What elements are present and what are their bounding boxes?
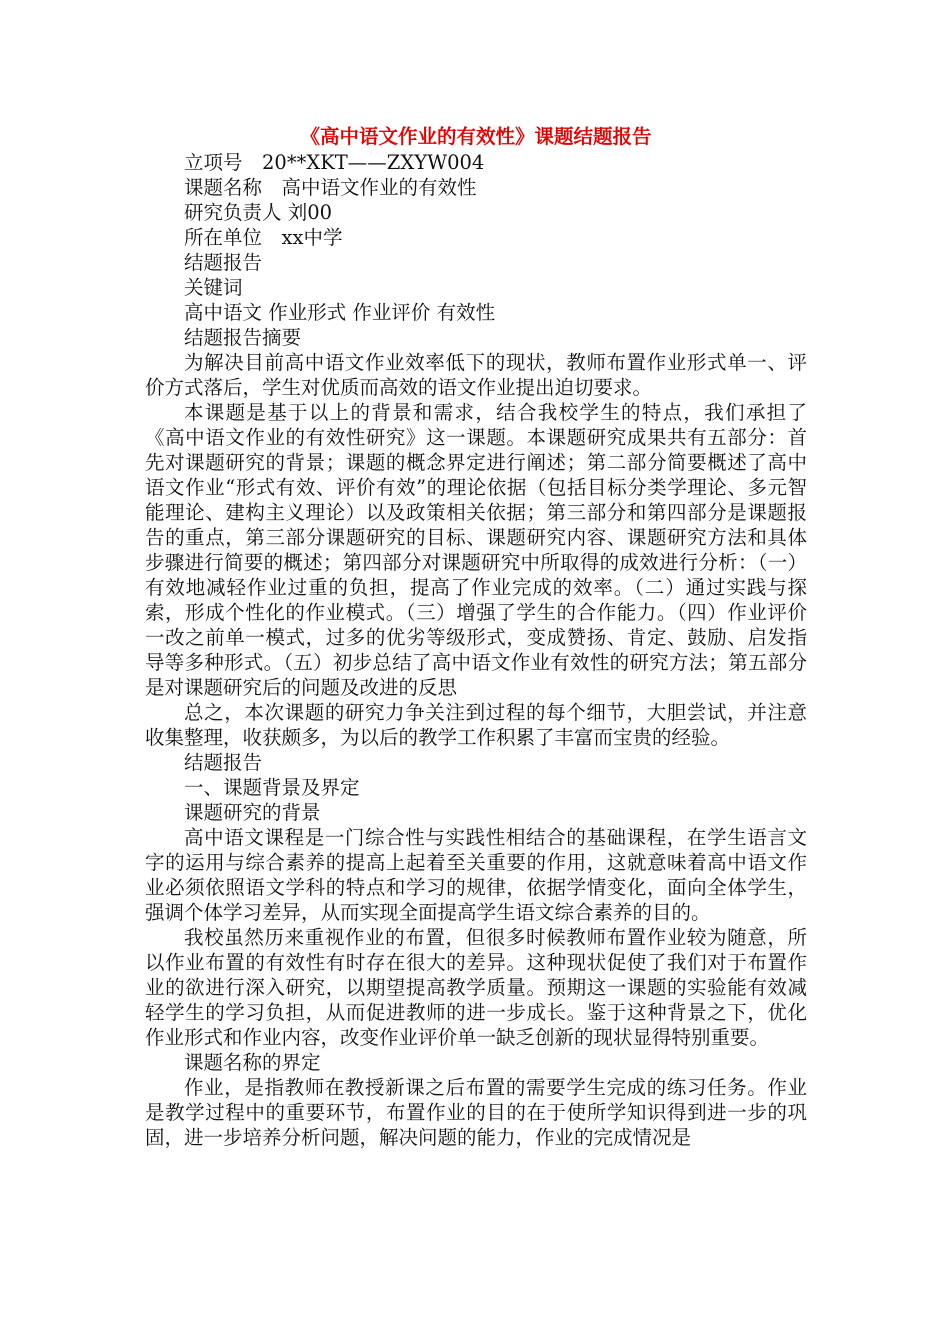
keywords-list: 高中语文 作业形式 作业评价 有效性 [184, 301, 496, 324]
definition-paragraph: 作业，是指教师在教授新课之后布置的需要学生完成的练习任务。作业是教学过程中的重要环节，布置作业的目的在于使所学知识得到进一步的巩固，进一步培养分析问题，解决问题的能力，作业的完成情况是 [145, 1076, 807, 1149]
report-label: 结题报告 [184, 251, 263, 274]
document-title: 《高中语文作业的有效性》课题结题报告 [300, 125, 652, 148]
document-body [145, 124, 807, 1150]
abstract-paragraph-3: 总之，本次课题的研究力争关注到过程的每个细节，大胆尝试，并注意收集整理，收获颇多，为以后的教学工作积累了丰富而宝贵的经验。 [145, 701, 807, 749]
background-heading: 课题研究的背景 [184, 801, 321, 824]
section-1-heading: 一、课题背景及界定 [184, 776, 360, 799]
background-paragraph-2: 我校虽然历来重视作业的布置，但很多时候教师布置作业较为随意，所以作业布置的有效性有时存在很大的差异。这种现状促使了我们对于布置作业的欲进行深入研究，以期望提高教学质量。预期这一课题的实验能有效减轻学生的学习负担，从而促进教师的进一步成长。鉴于这种背景之下，优化作业形式和作业内容，改变作业评价单一缺乏创新的现状显得特别重要。 [145, 926, 807, 1049]
abstract-heading: 结题报告摘要 [184, 326, 302, 349]
project-name: 课题名称 高中语文作业的有效性 [184, 176, 477, 199]
background-paragraph-1: 高中语文课程是一门综合性与实践性相结合的基础课程，在学生语言文字的运用与综合素养的提高上起着至关重要的作用，这就意味着高中语文作业必须依照语文学科的特点和学习的规律，依据学情变化，面向全体学生，强调个体学习差异，从而实现全面提高学生语文综合素养的目的。 [145, 826, 807, 924]
definition-heading: 课题名称的界定 [184, 1051, 321, 1074]
report-heading: 结题报告 [184, 751, 263, 774]
project-leader: 研究负责人 刘00 [184, 201, 333, 224]
keywords-heading: 关键词 [184, 276, 243, 299]
project-number: 立项号 20**XKT——ZXYW004 [184, 151, 485, 174]
abstract-paragraph-2: 本课题是基于以上的背景和需求，结合我校学生的特点，我们承担了《高中语文作业的有效性研究》这一课题。本课题研究成果共有五部分：首先对课题研究的背景；课题的概念界定进行阐述；第二部分简要概述了高中语文作业“形式有效、评价有效”的理论依据（包括目标分类学理论、多元智能理论、建构主义理论）以及政策相关依据；第三部分和第四部分是课题报告的重点，第三部分课题研究的目标、课题研究内容、课题研究方法和具体步骤进行简要的概述；第四部分对课题研究中所取得的成效进行分析：（一）有效地减轻作业过重的负担，提高了作业完成的效率。（二）通过实践与探索，形成个性化的作业模式。（三）增强了学生的合作能力。（四）作业评价一改之前单一模式，过多的优劣等级形式，变成赞扬、肯定、鼓励、启发指导等多种形式。（五）初步总结了高中语文作业有效性的研究方法；第五部分是对课题研究后的问题及改进的反思 [145, 401, 807, 699]
abstract-paragraph-1: 为解决目前高中语文作业效率低下的现状，教师布置作业形式单一、评价方式落后，学生对优质而高效的语文作业提出迫切要求。 [145, 351, 807, 399]
project-unit: 所在单位 xx中学 [184, 226, 343, 249]
